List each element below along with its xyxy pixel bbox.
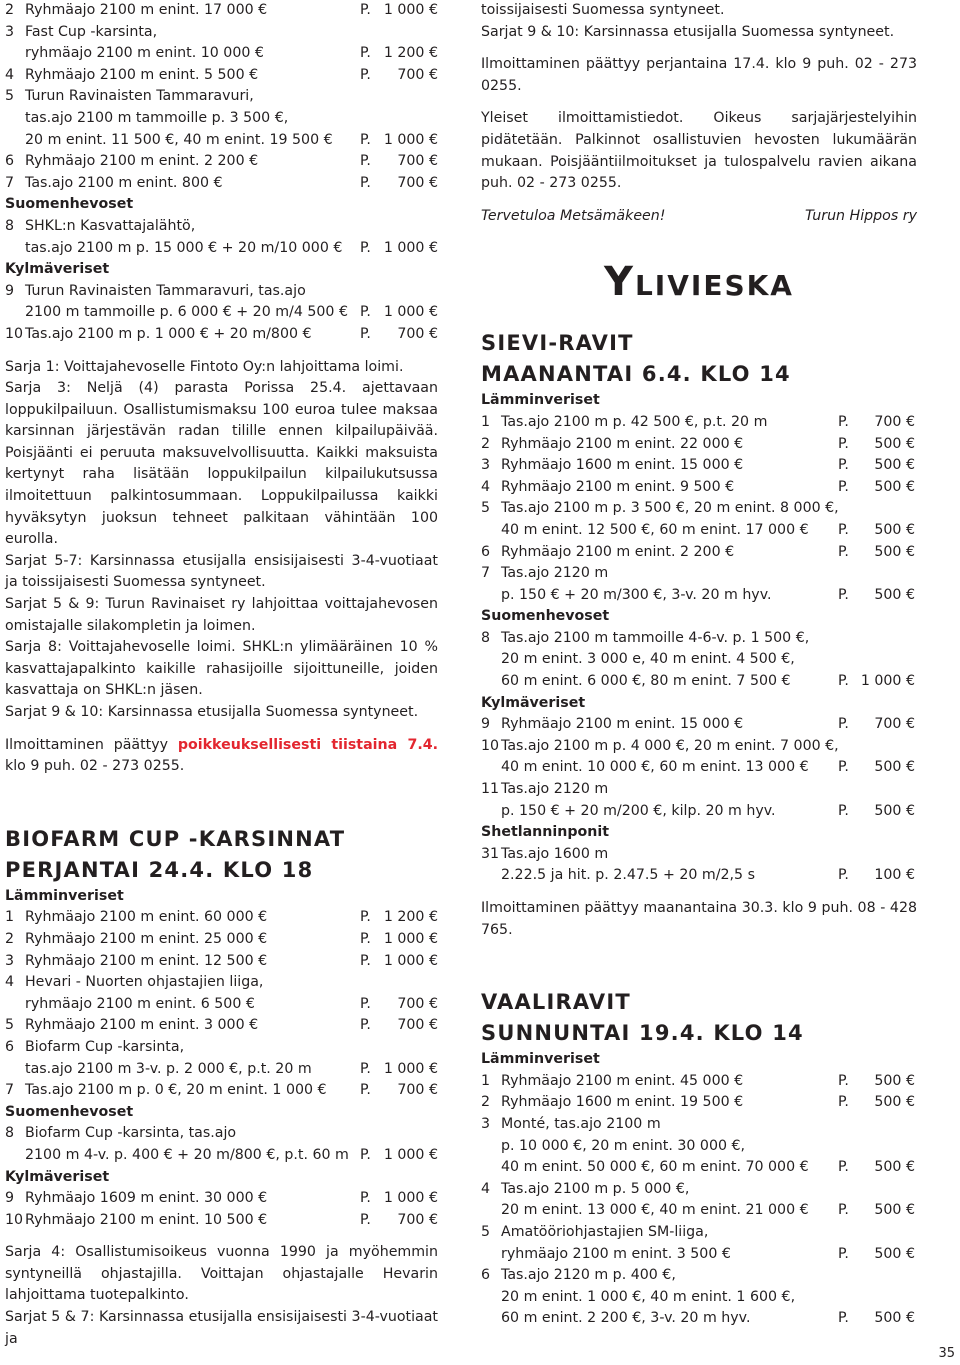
- race-number: 1: [481, 413, 491, 430]
- race-row: [481, 779, 917, 801]
- prize-label: P.: [360, 174, 371, 191]
- race-number: 6: [5, 1038, 15, 1055]
- prize-amount: 500 €: [874, 543, 915, 560]
- race-row: [481, 563, 917, 585]
- race-row: [5, 907, 438, 929]
- prize-amount: 700 €: [397, 153, 438, 170]
- race-number: 5: [5, 88, 15, 105]
- note-paragraph: Sarjat 5-7: Karsinnassa etusijalla ensisijaisesti 3-4-vuotiaat ja toissijaisesti Suomessa syntyneet.: [5, 552, 438, 591]
- prize-label: P.: [360, 1017, 371, 1034]
- prize-label: P.: [360, 1190, 371, 1207]
- note-paragraph: Sarja 3: Neljä (4) parasta Porissa 25.4. ajettavaan loppukilpailuun. Osallistumismaksu 100 euroa tulee maksaa karsinnan järjestävän radan tilille ennen kilpailupäivää. Poisjäänti ei peruuta maksuvelvollisuutta. Kaikki maksuista kertynyt raha lisätään loppukilpailun kilpailukutsussa ilmoitettuun palkintosummaan. Loppukilpailussa kaikki hyväksytyn juoksun tehneet palkitaan vähintään 100 eurolla.: [5, 380, 438, 548]
- race-number: 6: [481, 543, 491, 560]
- race-description: Ryhmäajo 1600 m enint. 15 000 €: [501, 457, 744, 474]
- prize-label: P.: [838, 521, 849, 538]
- race-number: 8: [5, 1125, 15, 1142]
- race-description: 20 m enint. 11 500 €, 40 m enint. 19 500 €: [25, 131, 333, 148]
- prize-amount: 1 200 €: [383, 909, 438, 926]
- prize-amount: 1 000 €: [383, 1060, 438, 1077]
- prize-amount: 100 €: [874, 867, 915, 884]
- prize-amount: 1 000 €: [383, 239, 438, 256]
- race-list-continued: [5, 0, 438, 194]
- race-number: 10: [5, 1211, 24, 1228]
- race-row: [5, 22, 438, 44]
- prize-amount: 1 200 €: [383, 45, 438, 62]
- note-paragraph: Sarja 4: Osallistumisoikeus vuonna 1990 ja myöhemmin syntyneillä ohjastajilla. Voittajan ohjastajalle Hevarin lahjoittama tuotepalkinto.: [5, 1244, 438, 1304]
- prize-amount: 500 €: [874, 457, 915, 474]
- race-row: [481, 1222, 917, 1244]
- event-date: PERJANTAI 24.4. KLO 18: [5, 857, 314, 882]
- race-description: Ryhmäajo 2100 m enint. 5 500 €: [25, 66, 259, 83]
- race-description: 20 m enint. 3 000 e, 40 m enint. 4 500 €,: [501, 651, 795, 668]
- prize-label: P.: [360, 131, 371, 148]
- left-column: [5, 0, 438, 1350]
- race-description: Ryhmäajo 2100 m enint. 2 200 €: [25, 153, 259, 170]
- race-number: 5: [481, 1223, 491, 1240]
- prize-label: P.: [838, 1310, 849, 1327]
- prize-label: P.: [838, 543, 849, 560]
- prize-label: P.: [360, 1082, 371, 1099]
- race-row: [481, 1200, 917, 1222]
- organizer-name: Turun Hippos ry: [805, 207, 917, 224]
- race-number: 3: [5, 952, 15, 969]
- closing-line: [481, 206, 917, 228]
- race-row: [481, 1071, 917, 1093]
- race-description: 2100 m 4-v. p. 400 € + 20 m/800 €, p.t. 60 m: [25, 1146, 349, 1163]
- race-number: 1: [481, 1072, 491, 1089]
- prize-amount: 500 €: [874, 521, 915, 538]
- prize-label: P.: [838, 867, 849, 884]
- prize-amount: 500 €: [874, 1310, 915, 1327]
- prize-amount: 700 €: [397, 1082, 438, 1099]
- race-row: [5, 216, 438, 238]
- event-title: SIEVI-RAVIT: [481, 331, 634, 356]
- race-row: [481, 801, 917, 823]
- prize-amount: 500 €: [874, 586, 915, 603]
- section-suomenhevoset: Suomenhevoset: [5, 196, 134, 213]
- race-row: [5, 108, 438, 130]
- race-number: 5: [481, 500, 491, 517]
- race-number: 2: [481, 435, 491, 452]
- race-row: [481, 1092, 917, 1114]
- prize-amount: 500 €: [874, 1159, 915, 1176]
- race-row: [481, 477, 917, 499]
- prize-amount: 500 €: [874, 478, 915, 495]
- race-row: [481, 714, 917, 736]
- prize-label: P.: [360, 1146, 371, 1163]
- race-row: [5, 0, 438, 22]
- race-list-kylmaveriset: [5, 1188, 438, 1231]
- race-row: [5, 43, 438, 65]
- race-description: Ryhmäajo 2100 m enint. 45 000 €: [501, 1072, 744, 1089]
- race-row: [5, 1123, 438, 1145]
- race-number: 2: [5, 2, 15, 18]
- prize-label: P.: [838, 1094, 849, 1111]
- general-info: Yleiset ilmoittamistiedot. Oikeus sarjajärjestelyihin pidätetään. Palkinnot osallistuvien hevosten lukumäärän mukaan. Poisjääntiilmoitukset ja tulospalvelu ravien aikana puh. 02 - 273 0255.: [481, 110, 917, 192]
- race-row: [481, 1287, 917, 1309]
- race-row: [5, 1037, 438, 1059]
- race-number: 3: [5, 23, 15, 40]
- race-row: [5, 951, 438, 973]
- race-description: 20 m enint. 1 000 €, 40 m enint. 1 600 €,: [501, 1288, 796, 1305]
- prize-label: P.: [838, 1245, 849, 1262]
- race-description: 20 m enint. 13 000 €, 40 m enint. 21 000 €: [501, 1202, 809, 1219]
- race-description: Tas.ajo 2100 m tammoille 4-6-v. p. 1 500 €,: [501, 629, 810, 646]
- race-number: 11: [481, 781, 500, 798]
- race-row: [5, 1210, 438, 1232]
- registration-deadline: Ilmoittaminen päättyy perjantaina 17.4. klo 9 puh. 02 - 273 0255.: [481, 56, 917, 94]
- prize-label: P.: [838, 586, 849, 603]
- section-shetlanninponit: Shetlanninponit: [481, 824, 609, 841]
- race-description: p. 10 000 €, 20 m enint. 30 000 €,: [501, 1137, 746, 1154]
- race-description: p. 150 € + 20 m/200 €, kilp. 20 m hyv.: [501, 802, 776, 819]
- prize-amount: 700 €: [397, 66, 438, 83]
- race-number: 8: [481, 629, 491, 646]
- race-row: [481, 498, 917, 520]
- event-date: MAANANTAI 6.4. KLO 14: [481, 362, 791, 387]
- race-list-suomenhevoset: [5, 216, 438, 259]
- race-description: Tas.ajo 2100 m enint. 800 €: [25, 174, 223, 191]
- race-description: ryhmäajo 2100 m enint. 10 000 €: [25, 45, 264, 62]
- race-description: Ryhmäajo 2100 m enint. 10 500 €: [25, 1211, 268, 1228]
- race-description: Ryhmäajo 2100 m enint. 25 000 €: [25, 930, 268, 947]
- race-list-kylmaveriset: [481, 714, 917, 822]
- race-row: [481, 736, 917, 758]
- race-number: 1: [5, 909, 15, 926]
- prize-amount: 500 €: [874, 1245, 915, 1262]
- prize-label: P.: [838, 1159, 849, 1176]
- race-description: tas.ajo 2100 m p. 15 000 € + 20 m/10 000 €: [25, 239, 343, 256]
- prize-label: P.: [360, 995, 371, 1012]
- race-description: 60 m enint. 6 000 €, 80 m enint. 7 500 €: [501, 673, 791, 690]
- race-number: 4: [481, 1180, 491, 1197]
- prize-label: P.: [360, 325, 371, 342]
- race-description: Tas.ajo 2100 m p. 5 000 €,: [501, 1180, 690, 1197]
- prize-amount: 700 €: [397, 325, 438, 342]
- prize-label: P.: [838, 673, 849, 690]
- race-description: Amatööriohjastajien SM-liiga,: [501, 1223, 709, 1240]
- race-row: [481, 412, 917, 434]
- race-row: [5, 302, 438, 324]
- race-row: [481, 1157, 917, 1179]
- prize-amount: 1 000 €: [383, 2, 438, 18]
- race-list-suomenhevoset: [481, 628, 917, 693]
- prize-label: P.: [838, 759, 849, 776]
- race-description: tas.ajo 2100 m 3-v. p. 2 000 €, p.t. 20 m: [25, 1060, 312, 1077]
- race-number: 10: [481, 737, 500, 754]
- note-paragraph: Sarja 1: Voittajahevoselle Fintoto Oy:n lahjoittama loimi.: [5, 358, 404, 375]
- prize-amount: 1 000 €: [383, 1146, 438, 1163]
- race-row: [5, 281, 438, 303]
- race-number: 7: [5, 1082, 15, 1099]
- prize-label: P.: [838, 435, 849, 452]
- race-description: Tas.ajo 2120 m p. 400 €,: [501, 1267, 676, 1284]
- race-description: Tas.ajo 2100 m p. 0 €, 20 m enint. 1 000 €: [25, 1082, 327, 1099]
- prize-label: P.: [838, 716, 849, 733]
- race-description: Ryhmäajo 2100 m enint. 60 000 €: [25, 909, 268, 926]
- race-description: Fast Cup -karsinta,: [25, 23, 158, 40]
- prize-amount: 1 000 €: [383, 1190, 438, 1207]
- race-description: Monté, tas.ajo 2100 m: [501, 1115, 661, 1132]
- race-description: Ryhmäajo 2100 m enint. 3 000 €: [25, 1017, 259, 1034]
- prize-amount: 1 000 €: [383, 930, 438, 947]
- prize-amount: 1 000 €: [860, 673, 915, 690]
- race-description: Biofarm Cup -karsinta, tas.ajo: [25, 1125, 237, 1142]
- race-row: [5, 1015, 438, 1037]
- registration-phone: klo 9 puh. 02 - 273 0255.: [5, 758, 185, 775]
- race-number: 6: [5, 153, 15, 170]
- race-row: [481, 520, 917, 542]
- registration-exception: poikkeuksellisesti tiistaina 7.4.: [177, 736, 438, 753]
- race-description: 40 m enint. 12 500 €, 60 m enint. 17 000 €: [501, 521, 809, 538]
- prize-label: P.: [838, 457, 849, 474]
- race-number: 2: [481, 1094, 491, 1111]
- race-description: Turun Ravinaisten Tammaravuri, tas.ajo: [25, 282, 306, 299]
- race-description: 2100 m tammoille p. 6 000 € + 20 m/4 500 €: [25, 304, 348, 321]
- race-description: Tas.ajo 2100 m p. 3 500 €, 20 m enint. 8 000 €,: [501, 500, 839, 517]
- notes-continued: [481, 0, 917, 43]
- race-number: 8: [5, 217, 15, 234]
- section-suomenhevoset: Suomenhevoset: [481, 608, 610, 625]
- race-description: ryhmäajo 2100 m enint. 6 500 €: [25, 995, 255, 1012]
- prize-label: P.: [360, 1211, 371, 1228]
- race-number: 4: [481, 478, 491, 495]
- prize-label: P.: [360, 45, 371, 62]
- race-row: [5, 972, 438, 994]
- race-description: Tas.ajo 2100 m p. 42 500 €, p.t. 20 m: [501, 413, 768, 430]
- welcome-text: Tervetuloa Metsämäkeen!: [481, 207, 666, 224]
- race-row: [481, 585, 917, 607]
- race-row: [481, 628, 917, 650]
- note-paragraph: toissijaisesti Suomessa syntyneet.: [481, 2, 725, 18]
- race-row: [5, 1059, 438, 1081]
- prize-amount: 700 €: [397, 174, 438, 191]
- race-number: 10: [5, 325, 24, 342]
- race-description: Tas.ajo 2120 m: [501, 781, 609, 798]
- race-row: [5, 151, 438, 173]
- prize-amount: 500 €: [874, 1202, 915, 1219]
- race-row: [481, 649, 917, 671]
- race-list-shetlanninponit: [481, 844, 917, 887]
- prize-amount: 500 €: [874, 802, 915, 819]
- race-description: Ryhmäajo 2100 m enint. 17 000 €: [25, 2, 268, 18]
- race-number: 9: [5, 1190, 15, 1207]
- prize-amount: 700 €: [874, 413, 915, 430]
- event-title: VAALIRAVIT: [481, 990, 631, 1015]
- section-lamminveriset: Lämminveriset: [5, 887, 124, 904]
- race-row: [481, 1136, 917, 1158]
- race-number: 3: [481, 1115, 491, 1132]
- race-notes: [5, 357, 438, 724]
- race-row: [5, 1080, 438, 1102]
- section-kylmaveriset: Kylmäveriset: [5, 261, 110, 278]
- note-paragraph: Sarja 8: Voittajahevoselle loimi. SHKL:n ylimääräinen 10 % kasvattajapalkinto kaikille rahasijoille sijoittuneille, joiden kasvattaja on SHKL:n jäsen.: [5, 639, 438, 699]
- race-list-lamminveriset: [481, 1071, 917, 1330]
- prize-amount: 700 €: [397, 995, 438, 1012]
- race-description: Tas.ajo 2120 m: [501, 565, 609, 582]
- race-row: [5, 929, 438, 951]
- race-list-suomenhevoset: [5, 1123, 438, 1166]
- note-paragraph: Sarjat 5 & 7: Karsinnassa etusijalla ensisijaisesti 3-4-vuotiaat ja: [5, 1309, 438, 1347]
- prize-amount: 500 €: [874, 1094, 915, 1111]
- race-description: Tas.ajo 1600 m: [501, 845, 609, 862]
- prize-amount: 1 000 €: [383, 304, 438, 321]
- race-description: SHKL:n Kasvattajalähtö,: [25, 217, 196, 234]
- race-description: tas.ajo 2100 m tammoille p. 3 500 €,: [25, 109, 289, 126]
- section-suomenhevoset: Suomenhevoset: [5, 1103, 134, 1120]
- prize-label: P.: [360, 930, 371, 947]
- prize-amount: 700 €: [874, 716, 915, 733]
- prize-label: P.: [838, 802, 849, 819]
- race-description: Hevari - Nuorten ohjastajien liiga,: [25, 974, 264, 991]
- section-kylmaveriset: Kylmäveriset: [5, 1168, 110, 1185]
- race-row: [5, 65, 438, 87]
- race-description: Biofarm Cup -karsinta,: [25, 1038, 185, 1055]
- registration-deadline: Ilmoittaminen päättyy maanantaina 30.3. klo 9 puh. 08 - 428 765.: [481, 900, 917, 938]
- race-row: [481, 1114, 917, 1136]
- race-description: Ryhmäajo 1600 m enint. 19 500 €: [501, 1094, 744, 1111]
- race-row: [5, 86, 438, 108]
- race-row: [481, 844, 917, 866]
- race-description: Ryhmäajo 1609 m enint. 30 000 €: [25, 1190, 268, 1207]
- race-number: 31: [481, 845, 500, 862]
- prize-label: P.: [360, 909, 371, 926]
- race-number: 4: [5, 66, 15, 83]
- prize-label: P.: [838, 478, 849, 495]
- race-description: Ryhmäajo 2100 m enint. 9 500 €: [501, 478, 735, 495]
- race-list-lamminveriset: [5, 907, 438, 1101]
- race-row: [5, 238, 438, 260]
- prize-amount: 1 000 €: [383, 131, 438, 148]
- race-number: 7: [481, 565, 491, 582]
- prize-amount: 700 €: [397, 1211, 438, 1228]
- race-description: Ryhmäajo 2100 m enint. 12 500 €: [25, 952, 268, 969]
- race-row: [481, 1244, 917, 1266]
- race-list-kylmaveriset: [5, 281, 438, 346]
- prize-amount: 700 €: [397, 1017, 438, 1034]
- race-number: 5: [5, 1017, 15, 1034]
- section-lamminveriset: Lämminveriset: [481, 392, 600, 409]
- race-row: [481, 434, 917, 456]
- note-paragraph: Sarjat 9 & 10: Karsinnassa etusijalla Suomessa syntyneet.: [5, 704, 419, 720]
- prize-label: P.: [360, 1060, 371, 1077]
- race-list-lamminveriset: [481, 412, 917, 606]
- note-paragraph: Sarjat 5 & 9: Turun Ravinaiset ry lahjoittaa voittajahevosen omistajalle silakompletin ja loimen.: [5, 596, 438, 634]
- event-date: SUNNUNTAI 19.4. KLO 14: [481, 1021, 804, 1046]
- prize-label: P.: [360, 153, 371, 170]
- race-row: [481, 865, 917, 887]
- prize-label: P.: [360, 66, 371, 83]
- prize-label: P.: [360, 2, 371, 18]
- prize-label: P.: [838, 1072, 849, 1089]
- race-row: [481, 671, 917, 693]
- note-paragraph: Sarjat 9 & 10: Karsinnassa etusijalla Suomessa syntyneet.: [481, 23, 895, 40]
- race-notes: [5, 1242, 438, 1350]
- section-lamminveriset: Lämminveriset: [481, 1051, 600, 1068]
- race-description: Ryhmäajo 2100 m enint. 22 000 €: [501, 435, 744, 452]
- race-row: [5, 324, 438, 346]
- race-description: 40 m enint. 50 000 €, 60 m enint. 70 000 €: [501, 1159, 809, 1176]
- race-row: [5, 1188, 438, 1210]
- race-row: [481, 542, 917, 564]
- race-description: 60 m enint. 2 200 €, 3-v. 20 m hyv.: [501, 1310, 751, 1327]
- race-row: [481, 455, 917, 477]
- race-row: [481, 1265, 917, 1287]
- prize-amount: 500 €: [874, 759, 915, 776]
- race-description: ryhmäajo 2100 m enint. 3 500 €: [501, 1245, 731, 1262]
- prize-label: P.: [838, 413, 849, 430]
- race-row: [5, 130, 438, 152]
- race-number: 3: [481, 457, 491, 474]
- race-number: 4: [5, 974, 15, 991]
- race-number: 2: [5, 930, 15, 947]
- prize-label: P.: [360, 239, 371, 256]
- prize-amount: 500 €: [874, 435, 915, 452]
- race-description: 2.22.5 ja hit. p. 2.47.5 + 20 m/2,5 s: [501, 867, 755, 884]
- page-number: 35: [938, 1346, 955, 1362]
- race-number: 7: [5, 174, 15, 191]
- registration-text: Ilmoittaminen päättyy: [5, 736, 178, 753]
- race-description: Ryhmäajo 2100 m enint. 15 000 €: [501, 716, 744, 733]
- section-kylmaveriset: Kylmäveriset: [481, 694, 586, 711]
- race-row: [481, 757, 917, 779]
- race-description: Tas.ajo 2100 m p. 4 000 €, 20 m enint. 7 000 €,: [501, 737, 839, 754]
- race-row: [5, 994, 438, 1016]
- race-row: [481, 1179, 917, 1201]
- race-description: Turun Ravinaisten Tammaravuri,: [25, 88, 254, 105]
- race-number: 6: [481, 1267, 491, 1284]
- race-description: p. 150 € + 20 m/300 €, 3-v. 20 m hyv.: [501, 586, 772, 603]
- race-description: Ryhmäajo 2100 m enint. 2 200 €: [501, 543, 735, 560]
- prize-label: P.: [360, 952, 371, 969]
- race-description: Tas.ajo 2100 m p. 1 000 € + 20 m/800 €: [25, 325, 312, 342]
- race-row: [5, 1145, 438, 1167]
- city-heading: Ylivieska: [604, 259, 794, 306]
- prize-label: P.: [838, 1202, 849, 1219]
- race-description: 40 m enint. 10 000 €, 60 m enint. 13 000 €: [501, 759, 809, 776]
- registration-deadline: [5, 735, 438, 778]
- race-row: [481, 1308, 917, 1330]
- event-title: BIOFARM CUP -KARSINNAT: [5, 826, 346, 851]
- prize-label: P.: [360, 304, 371, 321]
- race-number: 9: [5, 282, 15, 299]
- race-number: 9: [481, 716, 491, 733]
- right-column: [481, 0, 917, 1330]
- prize-amount: 1 000 €: [383, 952, 438, 969]
- race-row: [5, 173, 438, 195]
- prize-amount: 500 €: [874, 1072, 915, 1089]
